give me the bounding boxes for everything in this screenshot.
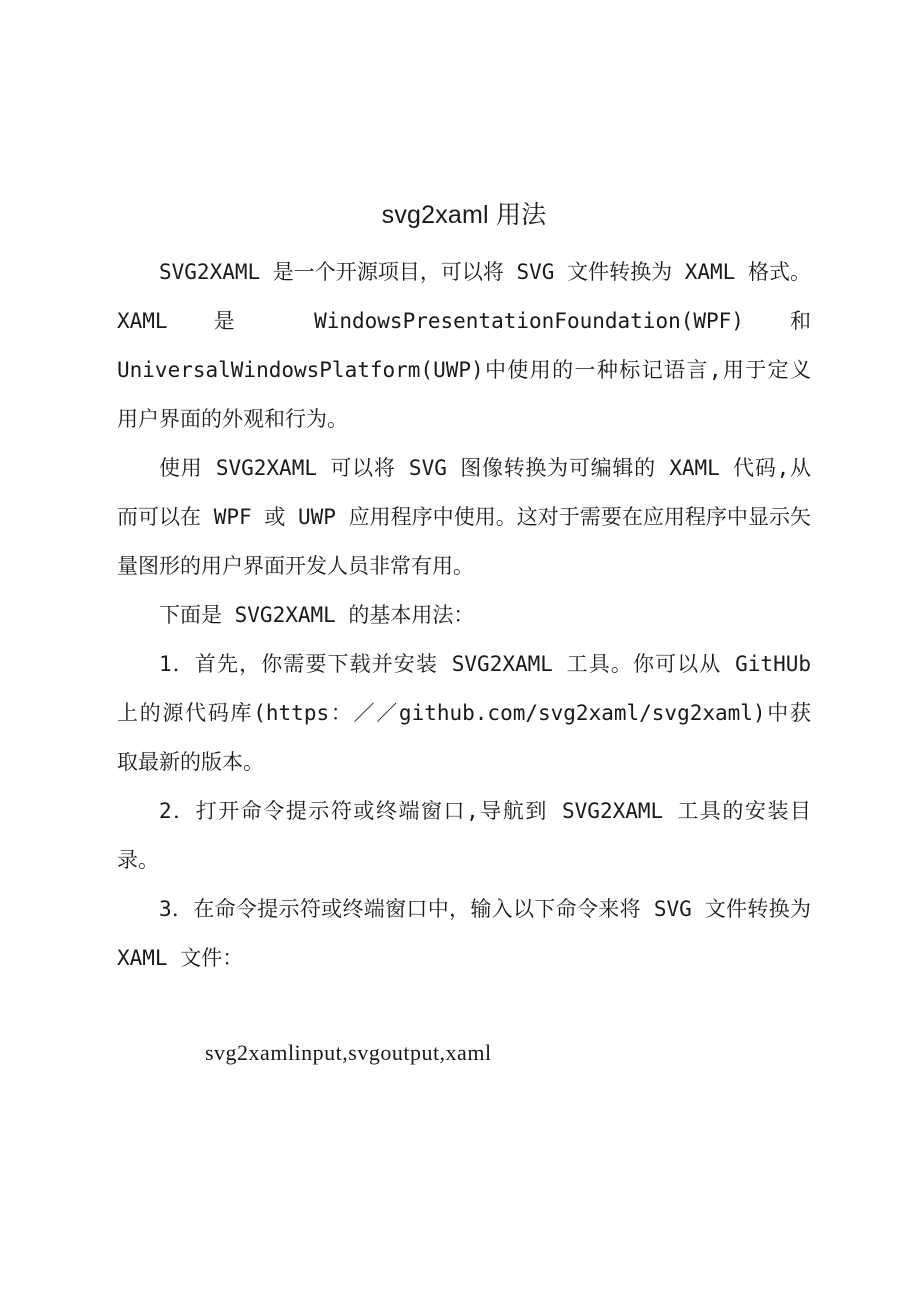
- paragraph-intro: SVG2XAML 是一个开源项目，可以将 SVG 文件转换为 XAML 格式。XAML 是 WindowsPresentationFoundation(WPF) 和 UniversalWindowsPlatform(UWP)中使用的一种标记语言,用于定义用户界面的外观和行为。: [117, 260, 811, 431]
- document-title: svg2xaml 用法: [381, 201, 547, 229]
- paragraph-basic-usage-heading: 下面是 SVG2XAML 的基本用法：: [159, 603, 475, 627]
- paragraph-step-1: 1．首先，你需要下载并安装 SVG2XAML 工具。你可以从 GitHUb 上的源代码库(https：／／github.com/svg2xaml/svg2xaml)中获取最新的版本。: [117, 652, 811, 774]
- paragraph-step-3: 3．在命令提示符或终端窗口中，输入以下命令来将 SVG 文件转换为 XAML 文件：: [117, 897, 811, 970]
- paragraph-usage: 使用 SVG2XAML 可以将 SVG 图像转换为可编辑的 XAML 代码,从而可以在 WPF 或 UWP 应用程序中使用。这对于需要在应用程序中显示矢量图形的用户界面开发人员非常有用。: [117, 456, 811, 578]
- document-body: [117, 248, 811, 983]
- paragraph-step-2: 2．打开命令提示符或终端窗口,导航到 SVG2XAML 工具的安装目录。: [117, 799, 811, 872]
- command-line: svg2xamlinput,svgoutput,xaml: [205, 1040, 492, 1065]
